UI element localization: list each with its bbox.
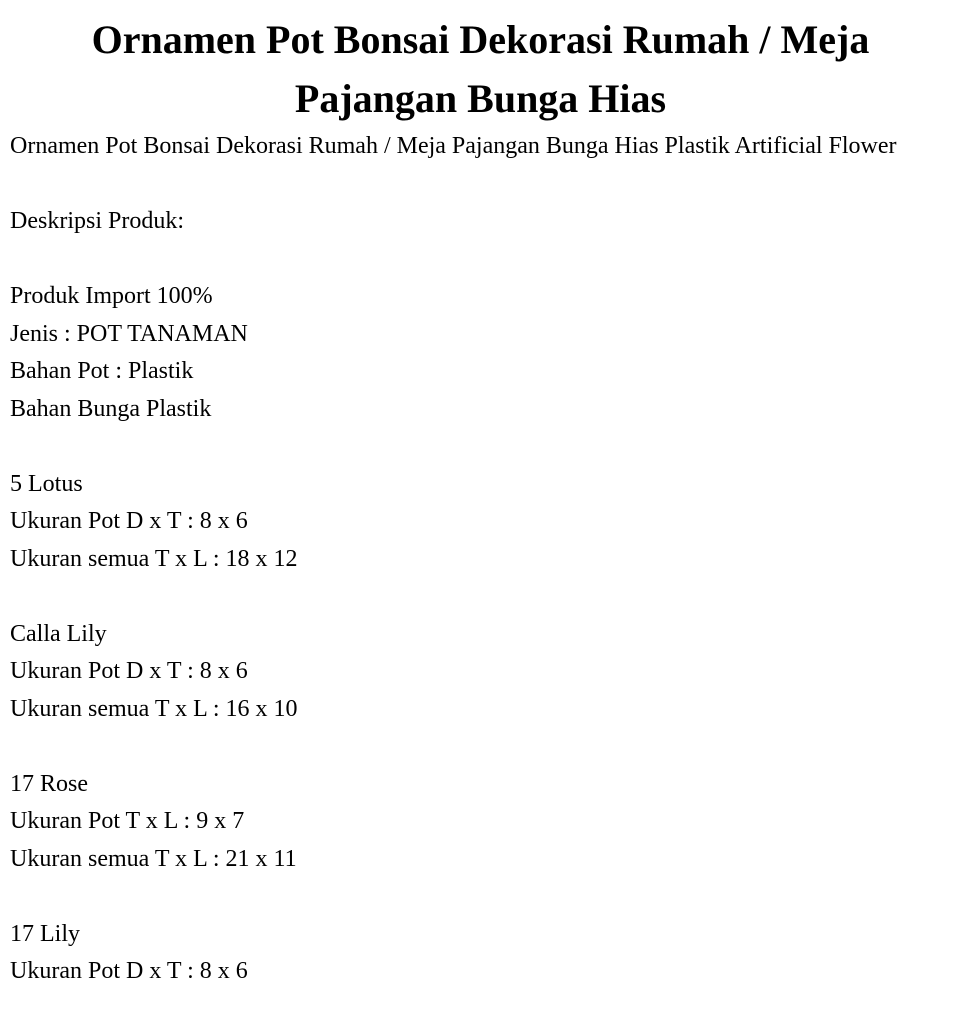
variant-name: 17 Lily [10, 920, 80, 947]
description-line: Ornamen Pot Bonsai Dekorasi Rumah / Meja Pajangan Bunga Hias Plastik Artificial Flower [10, 133, 897, 159]
blank-line [10, 241, 951, 279]
variant-name: Calla Lily [10, 620, 107, 647]
variant-spec: Ukuran Pot D x T : 8 x 6 [10, 658, 248, 684]
page-title: Ornamen Pot Bonsai Dekorasi Rumah / Meja Pajangan Bunga Hias [91, 17, 870, 121]
product-description [10, 128, 951, 991]
page [0, 10, 960, 991]
description-line: Produk Import 100% [10, 283, 213, 309]
blank-line [10, 428, 951, 466]
blank-line [10, 728, 951, 766]
blank-line [10, 166, 951, 204]
description-heading: Deskripsi Produk: [10, 208, 184, 234]
variant-spec: Ukuran Pot D x T : 8 x 6 [10, 508, 248, 534]
variant-spec: Ukuran Pot T x L : 9 x 7 [10, 808, 245, 834]
variant-spec: Ukuran Pot D x T : 8 x 6 [10, 958, 248, 984]
description-line: Bahan Bunga Plastik [10, 395, 212, 422]
variant-spec: Ukuran semua T x L : 16 x 10 [10, 695, 298, 722]
variant-spec: Ukuran semua T x L : 18 x 12 [10, 545, 298, 572]
variant-name: 17 Rose [10, 770, 88, 797]
description-line: Jenis : POT TANAMAN [10, 320, 248, 347]
variant-name: 5 Lotus [10, 470, 83, 497]
blank-line [10, 578, 951, 616]
blank-line [10, 878, 951, 916]
description-line: Bahan Pot : Plastik [10, 358, 194, 384]
variant-spec: Ukuran semua T x L : 21 x 11 [10, 845, 297, 872]
